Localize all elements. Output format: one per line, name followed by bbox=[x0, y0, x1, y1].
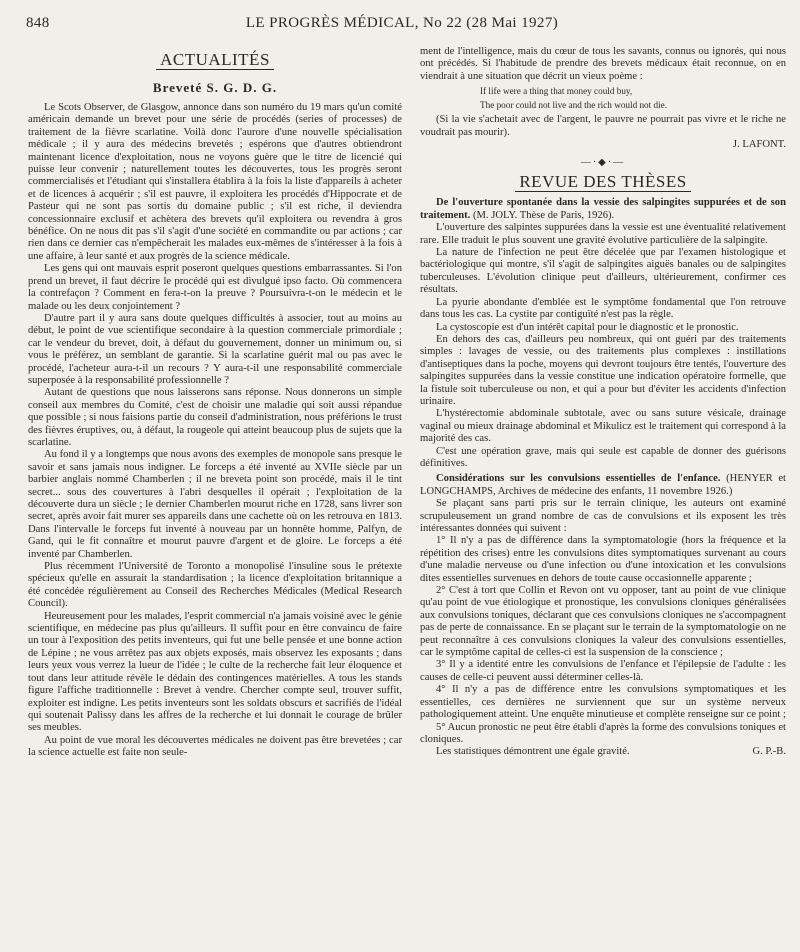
article-heading bbox=[420, 473, 786, 498]
section-title-actualites: ACTUALITÉS bbox=[28, 50, 402, 70]
paragraph: Au fond il y a longtemps que nous avons des exemples de monopole sans presque le savoir et sans jamais nous indigner. Le forceps a été inventé au XVIIe siècle par un barbier anglais nommé Chamberlen ; il ne breveta point son procédé, mais il le tint secret... sous des couvertures à l'abri desquelles il opérait ; l'exploitation de la découverte dura un siècle ; le dernier Chamberlen mourut riche en 1728, sans livrer son secret, après avoir fait murer ses appareils dans une cachette où on les retrouva en 1813. Dans l'intervalle le forceps fut inventé à nouveau par un honnête homme, Palfyn, de Gand, qui le fit connaître et mourut pauvre d'argent et de gloire. Le forceps a été inventé par Chamberlen. bbox=[28, 449, 402, 560]
paragraph: L'hystérectomie abdominale subtotale, avec ou sans suture vésicale, drainage vaginal ou mieux drainage abdominal et Mikulicz est le traitement qui correspond à la majorité des cas. bbox=[420, 408, 786, 445]
divider-ornament: —·◆·— bbox=[580, 157, 626, 169]
journal-title: LE PROGRÈS MÉDICAL, No 22 (28 Mai 1927) bbox=[245, 15, 559, 31]
paragraph: 2° C'est à tort que Collin et Revon ont vu opposer, tant au point de vue clinique qu'au point de vue étiologique et pronostique, les convulsions cloniques généralisées aux convulsions toniques, déclarant que ces convulsions cloniques ne s'accompagnent pas de perte de connaissance. En se plaçant sur le terrain de la symptomatologie on ne peut reconnaître à ces convulsions cloniques la valeur des convulsions essentielles, car le symptôme capital de celles-ci est la suspension de la conscience ; bbox=[420, 585, 786, 659]
article-reference: (HENYER et LONGCHAMPS, Archives de médecine des enfants, 11 novembre 1926.) bbox=[420, 473, 786, 497]
paragraph: Heureusement pour les malades, l'esprit commercial n'a jamais voisiné avec le génie scientifique, en médecine pas plus qu'ailleurs. Il suffit pour en être convaincu de faire un tour à l'exposition des petits inventeurs, qui fut une belle pensée et une bonne action de Lépine ; ne vous arrêtez pas aux objets exposés, mais observez les exposants ; dans leurs yeux vous verrez la lueur de l'idée ; le culte de la recherche fait leur éloquence et tout dans leur attitude révèle le dédain des contingences matérielles. A tous les stands figure l'affiche traditionnelle : Brevet à vendre. Chercher compte seul, trouver suffit, exploiter est indigne. Les petits inventeurs sont les soldats obscurs et sacrifiés de l'idéal qui soutenait Palissy dans les affres de la recherche et lui donnait le courage de brûler ses meubles. bbox=[28, 610, 402, 734]
page-header bbox=[26, 15, 778, 37]
article-heading bbox=[420, 197, 786, 222]
paragraph: La cystoscopie est d'un intérêt capital pour le diagnostic et le pronostic. bbox=[436, 321, 739, 333]
paragraph: La nature de l'infection ne peut être décelée que par l'examen histologique et bactériologique qui montre, s'il s'agit de salpingites aiguës banales ou de salpingites tuberculeuses. L'évolution clinique peut d'ailleurs, ultérieurement, confirmer ces résultats. bbox=[420, 247, 786, 296]
poem-line: The poor could not live and the rich would not die. bbox=[480, 100, 668, 111]
paragraph-continuation: ment de l'intelligence, mais du cœur de tous les savants, connus ou ignorés, qui nous ont précédés. Si l'habitude de prendre des brevets médicaux était reconnue, on en viendrait à une situation que décrit un vieux poème : bbox=[420, 46, 786, 82]
paragraph: 1° Il n'y a pas de différence dans la symptomatologie (hors la fréquence et la répétition des crises) entre les convulsions dites symptomatiques survenant au cours d'une maladie nerveuse ou d'une infection ou d'une intoxication et les convulsions dites essentielles survenues en dehors de toute cause occasionnelle apparente ; bbox=[420, 535, 786, 584]
article-title: Considérations sur les convulsions essentielles de l'enfance. bbox=[436, 473, 721, 485]
final-sentence: Les statistiques démontrent une égale gravité. bbox=[436, 746, 630, 758]
paragraph: En dehors des cas, d'ailleurs peu nombreux, qui ont guéri par des traitements simples : lavages de vessie, ou des traitements plus complexes : instillations d'antiseptiques dans la poche, moyens qui devront toujours être tentés, l'ouverture des salpingites suppurées dans la vessie constitue une indication opératoire formelle, que la fistule soit tuberculeuse ou non, et qui a pour but d'éviter les accidents d'infection urinaire. bbox=[420, 333, 786, 407]
paragraph: Les gens qui ont mauvais esprit poseront quelques questions embarrassantes. Si l'on prend un brevet, il faut décrire le procédé qui est divulgué ipso facto. Où commencera la contrefaçon ? Comment en fera-t-on la preuve ? Poursuivra-t-on le médecin et le malade ou les deux conjointement ? bbox=[28, 263, 402, 312]
paragraph: 3° Il y a identité entre les convulsions de l'enfance et l'épilepsie de l'adulte : les causes de celle-ci peuvent aussi déterminer celles-là. bbox=[420, 659, 786, 683]
signature: G. P.-B. bbox=[752, 746, 786, 758]
paragraph: 4° Il n'y a pas de différence entre les convulsions symptomatiques et les essentielles, ces dernières ne surviennent que sur un système nerveux pathologiquement atteint. Une enquête minutieuse et complète renseigne sur ce point ; bbox=[420, 684, 786, 721]
paragraph: Autant de questions que nous laisserons sans réponse. Nous donnerons un simple conseil aux membres du Comité, c'est de choisir une maladie qui soit aussi répandue que possible ; si nous faisions partie du conseil d'administration, nous préférions le trust des fièvres éruptives, ou, à défaut, la rougeole qui atteint beaucoup plus de sujets que la scarlatine. bbox=[28, 387, 402, 448]
article-title: De l'ouverture spontanée dans la vessie des salpingites suppurées et de son traitement. bbox=[420, 197, 786, 221]
article-reference: (M. JOLY. Thèse de Paris, 1926). bbox=[472, 209, 615, 221]
right-column bbox=[420, 46, 786, 946]
paragraph: 5° Aucun pronostic ne peut être établi d'après la forme des convulsions toniques et cloniques. bbox=[420, 721, 786, 745]
paragraph: Se plaçant sans parti pris sur le terrain clinique, les auteurs ont examiné scrupuleusement un grand nombre de cas de convulsions et ils exposent les très intéressantes données qui suivent : bbox=[420, 498, 786, 534]
paragraph: C'est une opération grave, mais qui seule est capable de donner des guérisons définitives. bbox=[420, 445, 786, 469]
paragraph-final bbox=[420, 746, 786, 758]
paragraph: Plus récemment l'Université de Toronto a monopolisé l'insuline sous le prétexte spécieux qu'elle en assurait la standardisation ; la licence d'exploitation britannique a été concédée régulièrement au Conseil des Recherches Médicales (Medical Research Council). bbox=[28, 561, 402, 610]
paragraph: Au point de vue moral les découvertes médicales ne doivent pas être brevetées ; car la science actuelle est faite non seule- bbox=[28, 734, 402, 759]
paragraph: L'ouverture des salpintes suppurées dans la vessie est une éventualité relativement rare. Elle traduit le plus souvent une gravité évolutive particulière de la salpingite. bbox=[420, 222, 786, 246]
page-number: 848 bbox=[26, 15, 50, 31]
paragraph: Le Scots Observer, de Glasgow, annonce dans son numéro du 19 mars qu'un comité américain demande un brevet pour une série de procédés (series of processes) de traitement de la fièvre scarlatine. Voilà donc l'aurore d'une nouvelle spécialisation médicale ; il y aura des médecins brevetés ; espérons que d'autres obtiendront maintenant licence d'exploitation, nous ne voyons guère que le titre de licencié qui puisse leur convenir ; naturellement toutes les découvertes, tous les progrès seront commercialisés et l'étudiant qui s'installera établira à la fois la liste d'appareils à acheter et de licences à acquérir ; s'il est pauvre, il exploitera les procédés d'Hippocrate et de Pasteur qui ne sont pas sortis du domaine public ; s'il est riche, il deviendra concessionnaire exclusif et achètera des brevets qu'il exploitera ou revendra à gros bénéfice. On ne nous dit pas s'il s'agit d'une société en commandite ou par actions ; car rien dans ce dernier cas n'empêcherait les malades eux-mêmes de s'intéresser à la fois à une affaire, à leur santé et aux progrès de la science médicale. bbox=[28, 102, 402, 262]
paragraph: La pyurie abondante d'emblée est le symptôme fondamental que l'on retrouve dans tous les cas. La cystite par contiguïté n'est pas la règle. bbox=[420, 296, 786, 321]
poem-line: If life were a thing that money could buy, bbox=[480, 86, 633, 97]
poem-translation: (Si la vie s'achetait avec de l'argent, le pauvre ne pourrait pas vivre et le riche ne voudrait pas mourir). bbox=[420, 114, 786, 138]
section-title-revue-des-theses: REVUE DES THÈSES bbox=[420, 172, 786, 192]
article-title-brevete: Breveté S. G. D. G. bbox=[152, 80, 278, 95]
signature: J. LAFONT. bbox=[732, 139, 786, 151]
paragraph: D'autre part il y aura sans doute quelques difficultés à associer, tout au moins au début, le point de vue scientifique secondaire à la question commerciale primordiale ; car le vendeur du brevet, doit, à défaut du gouvernement, donner un minimum ou, si vous le préférez, un semblant de garantie. Si la scarlatine guérit mal ou pas avec le procédé, l'acheteur aura-t-il un recours ? Y aura-t-il une responsabilité commerciale superposée à la responsabilité professionnelle ? bbox=[28, 312, 402, 386]
left-column bbox=[28, 46, 402, 946]
